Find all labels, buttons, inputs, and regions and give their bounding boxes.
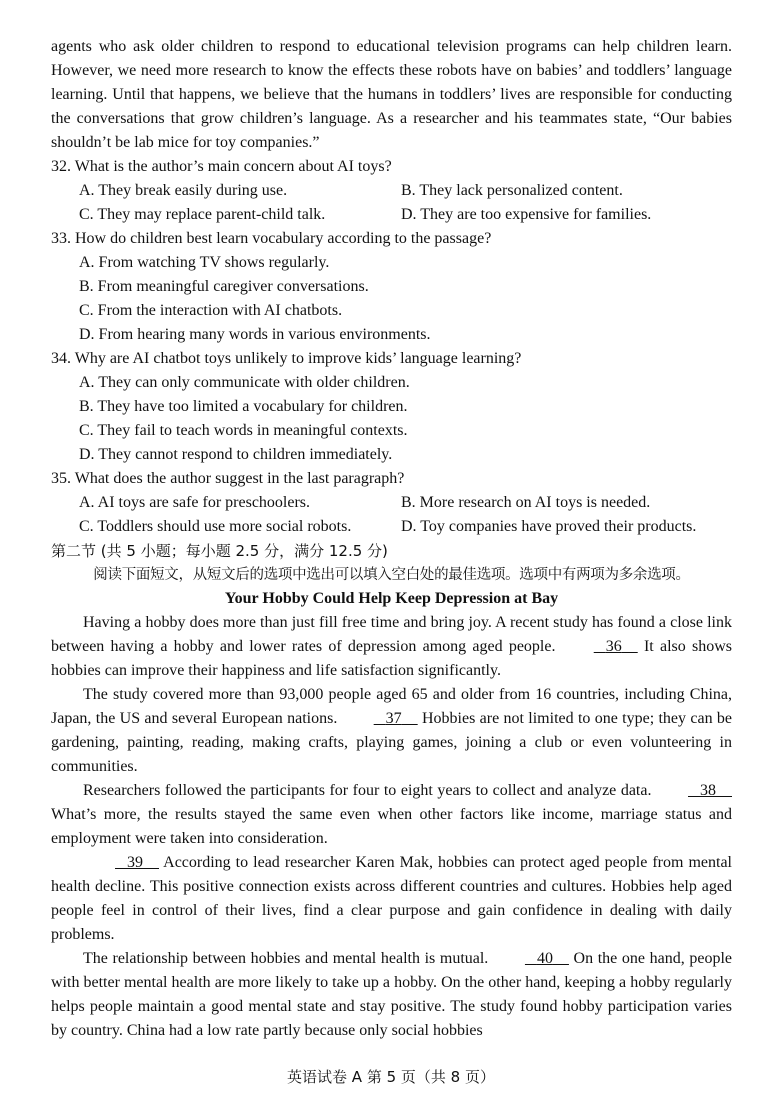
question-block <box>51 155 732 227</box>
answer-option: C. They fail to teach words in meaningful contexts. <box>79 422 408 439</box>
answer-option: C. They may replace parent-child talk. <box>79 206 326 223</box>
blank-number: 38 <box>700 782 716 799</box>
answer-option: A. They can only communicate with older children. <box>79 374 410 391</box>
intro-paragraph: agents who ask older children to respond to educational television programs can help children learn. However, we need more research to know the effects these robots have on babies’ and toddlers’ language learning. Until that happens, we believe that the humans in toddlers’ lives are responsible for conducting the conversations that grow children’s language. As a researcher and his teammates state, “Our babies shouldn’t be lab mice for toy companies.” <box>51 38 732 151</box>
answer-blank[interactable] <box>493 947 569 971</box>
answer-option: B. From meaningful caregiver conversations. <box>79 278 369 295</box>
answer-option: D. From hearing many words in various environments. <box>79 326 431 343</box>
option-list <box>51 491 732 539</box>
answer-option: D. They are too expensive for families. <box>401 206 652 223</box>
answer-blank[interactable] <box>562 635 638 659</box>
paragraph-text-after: What’s more, the results stayed the same even when other factors like income, marriage status and employment were taken into consideration. <box>51 806 732 847</box>
page-content <box>51 35 732 1043</box>
question-stem: 33. How do children best learn vocabulary according to the passage? <box>51 230 492 247</box>
option-list <box>51 251 732 347</box>
question-stem: 34. Why are AI chatbot toys unlikely to improve kids’ language learning? <box>51 350 522 367</box>
passage-paragraph <box>51 683 732 779</box>
page-footer: 英语试卷 A 第 5 页（共 8 页） <box>287 1068 495 1086</box>
blank-number: 36 <box>605 638 622 655</box>
passage-body <box>51 611 732 1043</box>
answer-blank[interactable] <box>656 779 732 803</box>
answer-option: C. From the interaction with AI chatbots. <box>79 302 343 319</box>
question-stem: 35. What does the author suggest in the last paragraph? <box>51 470 405 487</box>
section-heading: 第二节 (共 5 小题；每小题 2.5 分，满分 12.5 分) <box>51 542 388 560</box>
paragraph-text-before: The relationship between hobbies and mental health is mutual. <box>83 950 493 967</box>
answer-blank[interactable] <box>342 707 418 731</box>
answer-option: A. AI toys are safe for preschoolers. <box>79 494 311 511</box>
answer-option: A. From watching TV shows regularly. <box>79 254 330 271</box>
paragraph-text-before: Having a hobby does more than just fill free time and bring joy. A recent study has found a close link between having a hobby and lower rates of depression among aged people. <box>51 614 732 655</box>
answer-option: C. Toddlers should use more social robots. <box>79 518 352 535</box>
passage-paragraph <box>51 947 732 1043</box>
question-list <box>51 155 732 539</box>
option-list <box>51 179 732 227</box>
paragraph-text-after: Hobbies are not limited to one type; they can be gardening, painting, reading, making crafts, playing games, joining a club or even volunteering in communities. <box>51 710 732 775</box>
passage-paragraph <box>51 611 732 683</box>
question-block <box>51 467 732 539</box>
question-stem: 32. What is the author’s main concern about AI toys? <box>51 158 392 175</box>
paragraph-text-before: The study covered more than 93,000 people aged 65 and older from 16 countries, including China, Japan, the US and several European nations. <box>51 686 732 727</box>
paragraph-text-after: On the one hand, people with better mental health are more likely to take up a hobby. On the other hand, keeping a hobby regularly helps people maintain a good mental state and stay positive. The study found hobby participation varies by country. China had a low rate partly because only social hobbies <box>51 950 732 1039</box>
answer-option: B. More research on AI toys is needed. <box>401 494 651 511</box>
passage-paragraph <box>51 779 732 851</box>
question-block <box>51 227 732 347</box>
section-instruction: 阅读下面短文，从短文后的选项中选出可以填入空白处的最佳选项。选项中有两项为多余选项。 <box>93 567 690 583</box>
question-block <box>51 347 732 467</box>
passage-paragraph <box>51 851 732 947</box>
paragraph-text-before: Researchers followed the participants for four to eight years to collect and analyze data. <box>83 782 656 799</box>
blank-number: 40 <box>536 950 553 967</box>
paragraph-text-after: According to lead researcher Karen Mak, hobbies can protect aged people from mental health decline. This positive connection exists across different countries and cultures. Hobbies help aged people feel in control of their lives, find a clear purpose and gain confidence in dealing with daily problems. <box>51 854 732 943</box>
answer-blank[interactable] <box>83 851 159 875</box>
answer-option: D. They cannot respond to children immediately. <box>79 446 393 463</box>
answer-option: D. Toy companies have proved their products. <box>401 518 697 535</box>
passage-title: Your Hobby Could Help Keep Depression at Bay <box>224 590 559 607</box>
answer-option: B. They lack personalized content. <box>401 182 623 199</box>
blank-number: 37 <box>385 710 402 727</box>
option-list <box>51 371 732 467</box>
paragraph-text-after: It also shows hobbies can improve their happiness and life satisfaction significantly. <box>51 638 732 679</box>
answer-option: A. They break easily during use. <box>79 182 288 199</box>
answer-option: B. They have too limited a vocabulary for children. <box>79 398 408 415</box>
blank-number: 39 <box>127 854 143 871</box>
